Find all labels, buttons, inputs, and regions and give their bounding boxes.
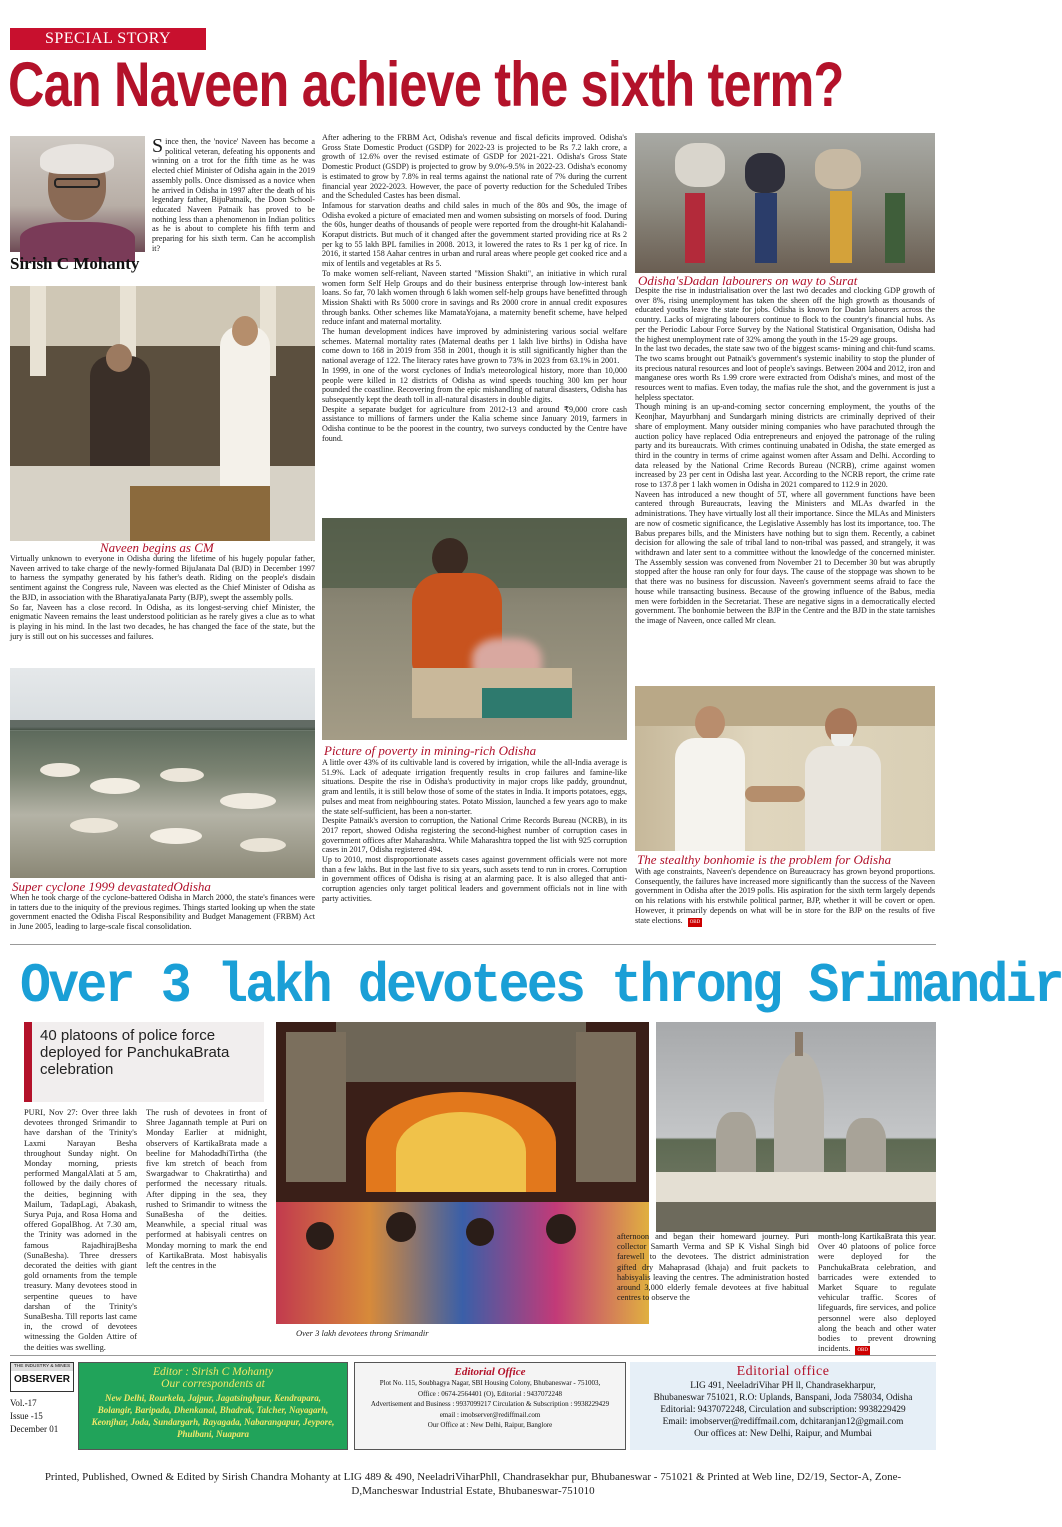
subhead-box [24, 1022, 264, 1102]
author-portrait [10, 136, 145, 252]
col2-bottom-para-3: Up to 2010, most disproportionate assets cases against government officials were not more than a few lakhs. But in the last five to six years, such assets tend to run in crores. Corruption in government offices of Odisha is rising at an alarming pace. It is also alleged that anti-corruption agencies only target political leaders and government officials not in line with party activities. [322, 855, 627, 903]
col2-para-6: Despite a separate budget for agriculture from 2012-13 and around ₹9,000 crore cash assistance to millions of farmers under the Kalia scheme since January 2019, farmers in Odisha continue to be the poorest in the country, two surveys conducted by the Centre have found. [322, 404, 627, 443]
editorial-office-1-line-3: Advertisement and Business : 9937099217 Circulation & Subscription : 9938229429 [370, 1400, 610, 1408]
col3-bottom-content: With age constraints, Naveen's dependence on Bureaucracy has grown beyond proportions. Consequently, the failures have increased more significantly than the success of the Naveen government in Odisha after the 2019 polls. His aspiration for the sixth term largely depends on his relations with his erstwhile political partner, BJP, whether it will be covert or open. However, it primarily depends on what will be in store for the BJP on the results of five state elections. [635, 867, 935, 925]
srimandir-col-a: PURI, Nov 27: Over three lakh devotees thronged Srimandir to have darshan of the Trinity's Laxmi Narayan Besha throughout Sunday night. On Monday morning, priests performed MangalAlati at 5 am, followed by the daily chores of the deities, beginning with Mailum, TadapLagi, Abakash, Surya Puja, and Rosa Homa and offered GopalBhog. At 7.30 am, the Trinity was adorned in the famous RajadhirajBesha (SunaBesha). Three dressers decorated the deities with giant gold ornaments from the temple treasury. Many devotees stood in serpentine queues to have darshan of the Trinity's SunaBesha. Till reports last came in, the crowd of devotees witnessing the Golden Attire of the deities was swelling. [24, 1108, 137, 1352]
naveen-oath-photo [10, 286, 315, 541]
correspondents-title: Our correspondents at [161, 1378, 265, 1390]
editor-name: Editor : Sirish C Mohanty [152, 1366, 274, 1378]
poverty-photo [322, 518, 627, 740]
masthead-logo-top: THE INDUSTRY & MINES [11, 1363, 73, 1371]
col2-bottom-para-2: Despite Patnaik's aversion to corruption, the National Crime Records Bureau (NCRB), in its 2017 report, showed Odisha registering the second-highest number of corruption cases in government offices after Maharashtra. While Maharashtra topped the list with 925 corruption cases in 2017, Odisha registered 494. [322, 816, 627, 855]
editorial-office-1 [354, 1362, 626, 1450]
footer-divider [10, 1355, 936, 1356]
col3-bottom-text [635, 867, 935, 927]
col2-text [322, 133, 627, 444]
main-headline: Can Naveen achieve the sixth term? [8, 50, 844, 120]
masthead-issue: Issue -15 [10, 1411, 43, 1421]
srimandir-col-d [818, 1232, 936, 1356]
bonhomie-photo [635, 686, 935, 851]
caption-dadan: Odisha'sDadan labourers on way to Surat [638, 273, 858, 288]
editorial-office-1-title: Editorial Office [454, 1366, 526, 1378]
imprint-line: Printed, Published, Owned & Edited by Sirish Chandra Mohanty at LIG 489 & 490, NeeladriViharPhll, Chandrasekhar pur, Bhubaneswar - 751021 & Printed at Web line, D2/19, Sector-A, Zone-D,Mancheswar Industrial Estate, Bhubaneswar-751010 [44, 1471, 902, 1497]
masthead-logo-main: OBSERVER [14, 1374, 70, 1385]
col2-para-1: After adhering to the FRBM Act, Odisha's revenue and fiscal deficits improved. Odisha's Gross State Domestic Product (GSDP) for 2022-23 is projected to be Rs 7.2 lakh crore, a growth of 12.6% over the revised estimate of GSDP for 2021-221. Odisha's Gross State Domestic Product (GSDP) is projected to grow by 9.0%-9.5% in 2022-23. Odisha's economy is estimated to grow by 7.8% in real terms against the national rate of 7% during the current financial year 2022-2023. However, the pace of poverty reduction for the Scheduled Tribes and the Scheduled Castes has been dismal. [322, 133, 627, 201]
author-name: Sirish C Mohanty [10, 254, 140, 273]
col2-para-4: The human development indices have improved by administering various social welfare schemes. Maternal mortality rates (Maternal deaths per 1 lakh live births) in Odisha have come down to 168 in 2019 from 358 in 2001, though it is still significantly higher than the national average of 122. The literacy rates have grown to 73% in 2023 from 63.1% in 2001. [322, 327, 627, 366]
subhead-text: 40 platoons of police force deployed for PanchukaBrata celebration [40, 1027, 230, 1078]
editor-box [78, 1362, 348, 1450]
editorial-office-2-line-1: LIG 491, NeeladriVihar PH ll, Chandrasekharpur, [690, 1381, 876, 1391]
srimandir-col-b: The rush of devotees in front of Shree Jagannath temple at Puri on Monday Earlier at midnight, observers of KartikaBrata made a beeline for MahodadhiTirtha (the five km stretch of beach from Swargadwar to Chakratirtha) and performed the necessary rituals. After dipping in the sea, they rushed to Srimandir to witness the SunaBesha of the deities. Meanwhile, a special ritual was performed at habisyali centres on Monday morning to mark the end of KartikaBrata. Most habisyalis left the centres in the [146, 1108, 267, 1271]
editorial-office-1-line-2: Office : 0674-2564401 (O), Editorial : 9437072248 [418, 1389, 562, 1398]
col3-para-3: Though mining is an up-and-coming sector concerning employment, the youths of the Keonjhar, Mayurbhanj and Sundargarh mining districts are criminally deprived of their share of employment. Many outsider mining companies who have parachuted through the auction policy have replaced Odia entrepreneurs and enjoyed the patronage of the ruling party and its bureaucrats. With crimes continuing unabated in Odisha, the state emerged as third in the country in terms of crime against women after Assam and Delhi. According to data released by the National Crime Records Bureau (NCRB), crime against women increased by 23 per cent in Odisha last year. According to the NCRB report, the crime rate rose to 137.8 per 1 lakh women in Odisha in 2021 compared to 112.9 in 2020. [635, 402, 935, 490]
col3-para-2: In the last two decades, the state saw two of the biggest scams- mining and chit-fund scams. The two scams brought out Patnaik's government's systemic inability to stop the plunder of its precious natural resources and loot of people's savings. Between 2004 and 2012, iron and manganese ores worth Rs 1.99 crore were extracted from Odisha's mines, and most of the resources went to mafias. Even today, the mafias rule the shot, and the government is just a helpless spectator. [635, 344, 935, 402]
col1-para-2: So far, Naveen has a close record. In Odisha, as its longest-serving chief Minister, the enigmatic Naveen remains the least understood politician as he rarely gives a clue as to what is playing in his mind. In the last two decades, he has changed the face of the state, but the jury is still out on his successes and failures. [10, 602, 315, 641]
editorial-office-2-line-4: Email: imobserver@rediffmail.com, dchitaranjan12@gmail.com [662, 1417, 904, 1427]
col2-para-3: To make women self-reliant, Naveen started "Mission Shakti", an initiative in which rural women form Self Help Groups and do their business enterprise through low-interest bank loans. So far, 70 lakh women through 6 lakh women self-help groups have benefitted through Mission Shakti with Rs 5000 crore in savings and Rs 2000 crore in annual credit exposures through banks. Other schemes like MamataYojana, a maternity benefit scheme, have helped reduce infant and maternal mortality. [322, 268, 627, 327]
srimandir-col-c: afternoon and began their homeward journey. Puri collector Samarth Verma and SP K Vishal Singh bid farewell to the devotees. The district administration gifted dry Mahaprasad (khaja) and fruit packets to habisyalis leaving the centres. The administration hosted around 3,000 elderly female devotees at five habitual centres to observe the [617, 1232, 809, 1303]
editorial-office-2-line-5: Our offices at: New Delhi, Raipur, and Mumbai [694, 1429, 872, 1439]
masthead-box [10, 1362, 74, 1450]
masthead-date: December 01 [10, 1424, 59, 1434]
masthead-vol: Vol.-17 [10, 1398, 37, 1408]
srimandir-col-d-content: month-long KartikaBrata this year. Over 40 platoons of police force were deployed for the PanchukaBrata celebration, and barricades were extended to Market Square to regulate vehicular traffic. Scores of lifeguards, fire services, and police personnel were also deployed along the beach and other water bodies to prevent drowning incidents. [818, 1232, 936, 1354]
editorial-office-1-line-4: email : imobserver@rediffmail.com [439, 1410, 541, 1419]
editorial-office-1-line-5: Our Office at : New Delhi, Raipur, Banglore [427, 1421, 553, 1429]
second-story-divider [10, 944, 936, 945]
col1-text [10, 554, 315, 641]
correspondents-list: New Delhi, Rourkela, Jajpur, Jagatsinghpur, Kendrapara, Bolangir, Baripada, Dhenkanal, Bhadrak, Talcher, Nayagarh, Keonjhar, Joda, Sundargarh, Rayagada, Nabarangapur, Jeypore, Phulbani, Nuapara [91, 1393, 335, 1439]
col2-para-5: In 1999, in one of the worst cyclones of India's meteorological history, more than 10,000 people were killed in 12 districts of Odisha as wind speeds touching 300 km per hour pounded the coastline. Recovering from the epic mishandling of natural disasters, Odisha has subsequently kept the death toll in all-natural disasters in double digits. [322, 365, 627, 404]
col3-text [635, 286, 935, 626]
editorial-office-2-line-2: Bhubaneswar 751021, R.O: Uplands, Banspani, Joda 758034, Odisha [653, 1393, 913, 1403]
srimandir-caption: Over 3 lakh devotees throng Srimandir [296, 1328, 429, 1338]
col3-para-1: Despite the rise in industrialisation over the last two decades and clocking GDP growth of over 8%, rising unemployment has taken the sheen off the high growth as thousands of educated youths leave the state for jobs. Odisha is known for Dadan labourers across the country. Lacks of migrating labourers continue to flock to the country's financial hubs. As per the Periodic Labour Force Survey by the National Statistical Organisation, Odisha had the highest unemployment rate of 32% among the youth in the 15-29 age groups. [635, 286, 935, 344]
col2-bottom-para-1: A little over 43% of its cultivable land is covered by irrigation, while the all-India average is 51.9%. Lack of adequate irrigation frequently results in crop failures and famine-like situations. Despite the rise in Odisha's productivity in major crops like paddy, groundnut, gram and lentils, it is still below those of some of the states in India. It imports potatoes, eggs, pulses and meat from neighbouring states. Potato Mission, launched a few years ago to make the state self-sufficient, has been a non-starter. [322, 758, 627, 816]
masthead-logo [10, 1362, 74, 1392]
col2-para-2: Infamous for starvation deaths and child sales in much of the 80s and 90s, the image of Odisha evoked a picture of emaciated men and women subsisting on morsels of food. During the 60s, hunger deaths of thousands of people were reported from the drought-hit Kalahandi- Koraput districts. But much of it changed after the government started providing rice at Rs 2 per kg to 55 lakh BPL families in 2008. 2013, it lowered the rates to Rs 1 per kg of rice. In 2016, it started 158 Aahar centres in urban and rural areas where people get cooked rice and a mix of lentils and vegetables at Rs 5. [322, 200, 627, 269]
second-headline: Over 3 lakh devotees throng Srimandir [20, 954, 1062, 1018]
special-story-label-text: SPECIAL STORY [44, 30, 172, 47]
editorial-office-2-title: Editorial office [736, 1364, 830, 1379]
caption-bonhomie: The stealthy bonhomie is the problem for Odisha [637, 852, 892, 867]
col1-para-1: Virtually unknown to everyone in Odisha during the lifetime of his hugely popular father, Naveen arrived to take charge of the newly-formed BijuJanata Dal (BJD) in December 1997 to harness the sympathy generated by his father's death. Riding on the people's disdain sentiment against the Congress rule, Naveen was elected as the Chief Minister of Odisha as the BJD, in association with the BharatiyaJanata Party (BJP), swept the assembly polls. [10, 554, 315, 602]
caption-poverty: Picture of poverty in mining-rich Odisha [324, 743, 537, 758]
col3-para-4: Naveen has introduced a new thought of 5T, where all government functions have been cantered through Bureaucrats, leaving the Ministers and MLAs dwarfed in the administrations. They have virtually lost all their importance. Since the MLAs and Ministers are now of cosmetic significance, the Legislative Assembly has lost its importance, too. The Babus prepares bills, and the Ministers have nothing but to sign them. Recently, a cabinet decision for allowing the sale of tribal land to non-tribal was passed, and strangely, it was withdrawn and later sent to a committee without the knowledge of the concerned minister. The Assembly session was convened from November 21 to December 30 but was abruptly stopped after the house ran only for four days. The cause of the stoppage was shown to be that there was no business for discussion. Naveen's government seems afraid to face the house while transacting business. Because of the growing influence of the Babus, media men were forbidden in the Secretariat. These are negative signs in a democratically elected government. The bonhomie between the BJP in the Centre and the BJD in the state tarnishes the image of Naveen, once called Mr clean. [635, 489, 935, 625]
col2-bottom-text [322, 758, 627, 904]
caption-cm: Naveen begins as CM [100, 540, 214, 555]
srimandir-end-mark: OBD [855, 1346, 870, 1356]
caption-cyclone: Super cyclone 1999 devastatedOdisha [12, 879, 211, 894]
story-end-mark: OBD [688, 918, 703, 928]
srimandir-crowd-photo [276, 1022, 649, 1324]
cyclone-photo [10, 668, 315, 878]
editorial-office-2 [630, 1362, 936, 1450]
col1-bottom-text: When he took charge of the cyclone-battered Odisha in March 2000, the state's finances were in tatters due to the iniquity of the previous regimes. Things started looking up when the state government enacted the Odisha Fiscal Responsibility and Budget Management (FRBM) Act in June 2005, leading to large-scale fiscal consolidation. [10, 893, 315, 932]
editorial-office-1-line-1: Plot No. 115, Soubhagya Nagar, SBI Housing Colony, Bhubaneswar - 751003, [379, 1379, 601, 1387]
dadan-labourers-photo [635, 133, 935, 273]
intro-text: Since then, the 'novice' Naveen has become a political veteran, defeating his opponents and winning on a trot for the fifth time as he was elected chief Minister of Odisha again in the 2019 assembly polls. Once dismissed as a novice when he arrived in Odisha in 1997 after the death of his legendary father, BijuPatnaik, the Doon School-educated Naveen Patnaik has proved to be nothing less than a phenomenon in Indian politics as he is about to complete his fifth term and preparing for his sixth term. Can he accomplish it? [152, 135, 315, 253]
srimandir-temple-photo [656, 1022, 936, 1232]
editorial-office-2-line-3: Editorial: 9437072248, Circulation and subscription: 9938229429 [660, 1405, 906, 1415]
